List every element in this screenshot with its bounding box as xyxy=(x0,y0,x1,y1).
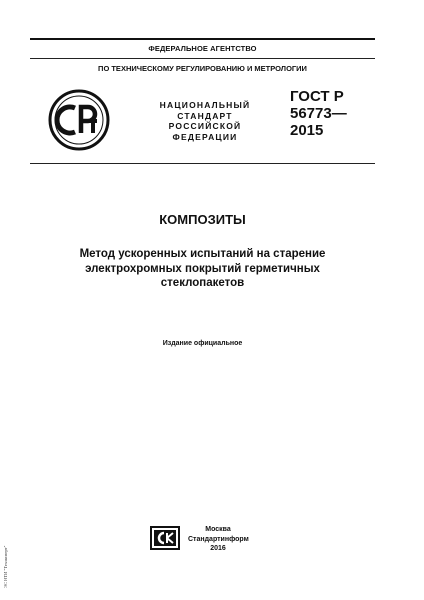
subtitle-line: стеклопакетов xyxy=(160,277,245,289)
agency-line-1: ФЕДЕРАЛЬНОЕ АГЕНТСТВО xyxy=(148,44,257,53)
publisher-name: Стандартинформ xyxy=(188,535,249,543)
designation-line: 56773— xyxy=(290,105,347,122)
header-bottom-rule xyxy=(30,163,375,164)
standard-designation xyxy=(290,88,380,139)
standartinform-logo-icon xyxy=(150,526,180,550)
designation-line: ГОСТ Р xyxy=(290,88,344,105)
standard-label-line: СТАНДАРТ xyxy=(177,110,233,121)
standard-label-line: НАЦИОНАЛЬНЫЙ xyxy=(159,100,251,110)
side-stamp xyxy=(3,520,13,590)
standard-label xyxy=(140,100,270,142)
agency-line-2: ПО ТЕХНИЧЕСКОМУ РЕГУЛИРОВАНИЮ И МЕТРОЛОГИИ xyxy=(98,64,307,73)
gost-r-certification-mark-icon xyxy=(48,89,110,151)
side-stamp-text: ЭС НТИ "Техэксперт" xyxy=(3,545,8,588)
subtitle-line: электрохромных покрытий герметичных xyxy=(85,262,320,275)
header-divider xyxy=(30,58,375,59)
standard-label-line: ФЕДЕРАЦИИ xyxy=(172,131,238,142)
standard-label-line: РОССИЙСКОЙ xyxy=(168,121,242,131)
document-subtitle xyxy=(30,247,375,291)
publisher-year: 2016 xyxy=(210,545,226,552)
publisher-info xyxy=(188,525,248,554)
top-rule xyxy=(30,38,375,40)
edition-note: Издание официальное xyxy=(162,340,243,347)
publisher-city: Москва xyxy=(205,526,231,533)
document-title: КОМПОЗИТЫ xyxy=(159,212,246,227)
subtitle-line: Метод ускоренных испытаний на старение xyxy=(79,248,326,260)
designation-line: 2015 xyxy=(290,122,324,139)
